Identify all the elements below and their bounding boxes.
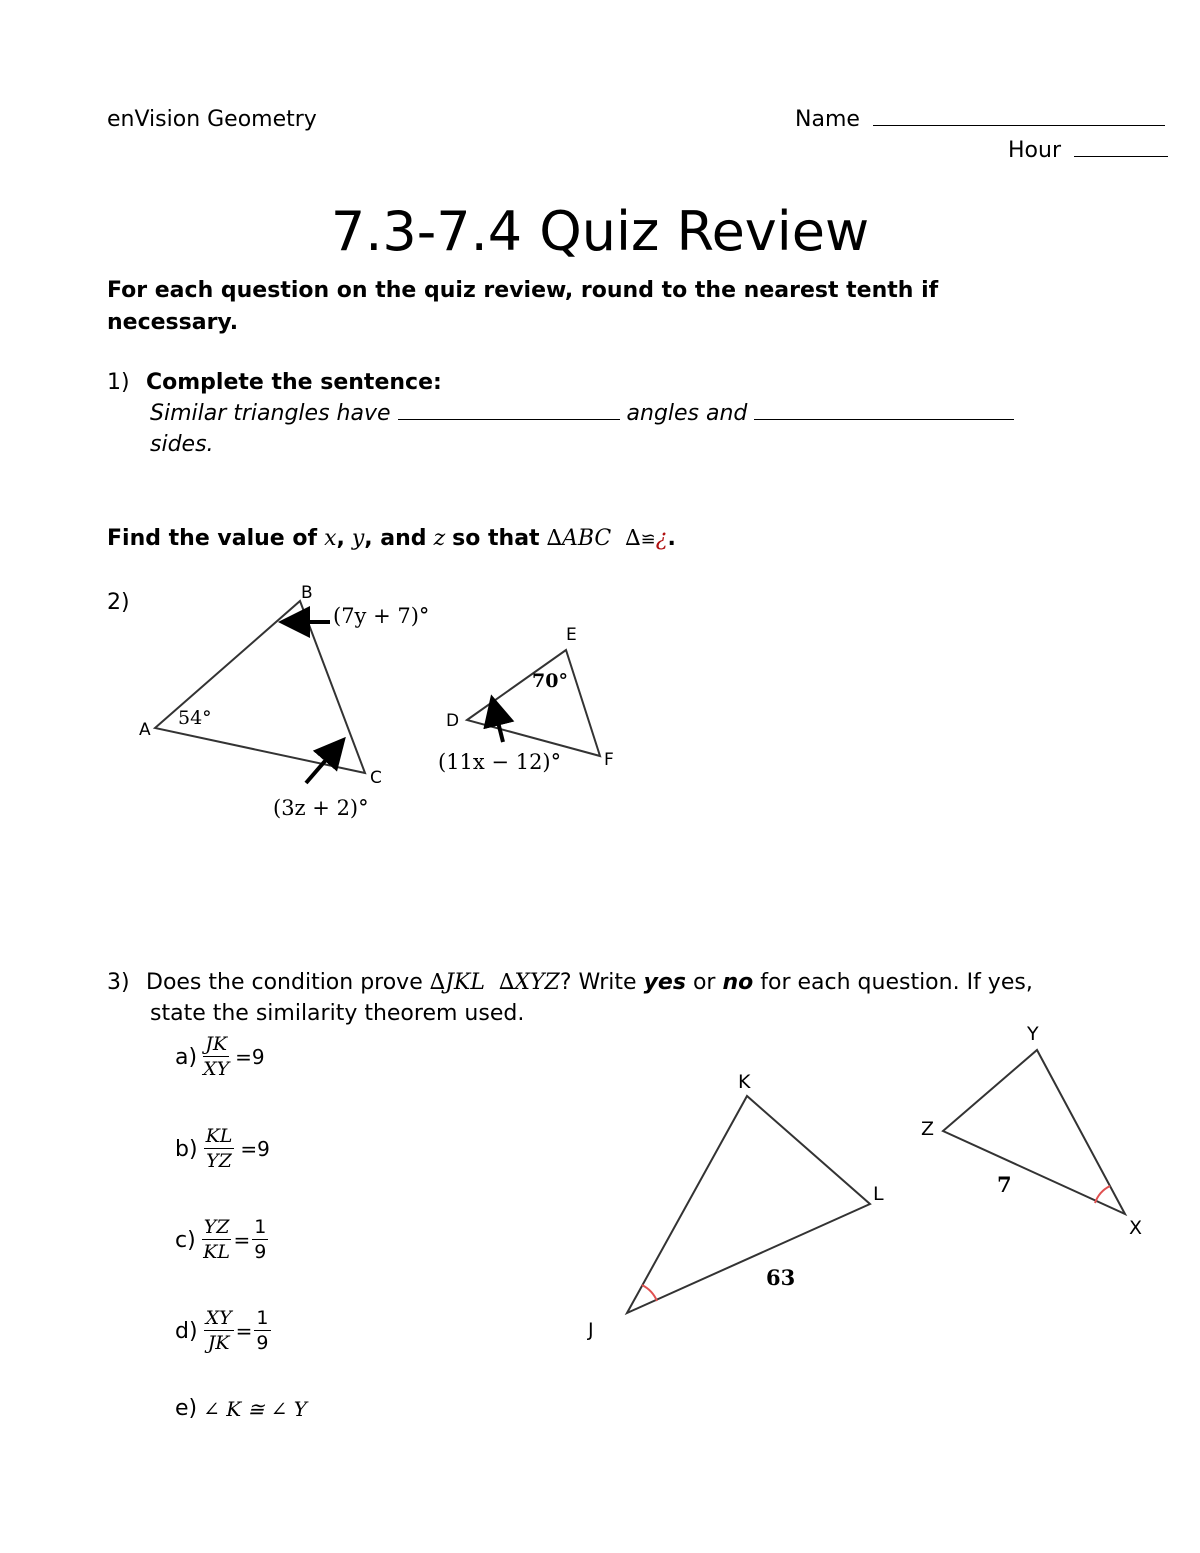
- angle-E-value: 70°: [532, 670, 568, 692]
- angle-A-value: 54°: [178, 707, 212, 729]
- q1-part3: sides.: [150, 432, 214, 457]
- angle-B-expression: (7y + 7)°: [333, 604, 430, 628]
- find-instruction: Find the value of x, y, and z so that ∆ABC ∆≌¿.: [107, 526, 676, 551]
- q3-part-a: a) $\frac{JK}{XY}$ =9: [175, 1033, 265, 1080]
- label-E: E: [566, 625, 577, 645]
- label-F: F: [604, 750, 614, 770]
- q1-prompt: Complete the sentence:: [146, 370, 442, 395]
- q3-prompt-line2: state the similarity theorem used.: [150, 1001, 525, 1026]
- fraction: $\frac{YZ}{KL}$: [203, 1216, 230, 1263]
- fraction-rhs: $\frac{1}{9}$: [254, 1216, 267, 1263]
- triangle-def: [467, 650, 600, 756]
- q1-part1: Similar triangles have: [150, 401, 391, 426]
- triangle-jkl: [627, 1096, 870, 1313]
- q3-part-b: b) $\frac{KL}{YZ}$ =9: [175, 1125, 270, 1172]
- label-J: J: [588, 1319, 594, 1341]
- arrow-angle-C: [306, 746, 338, 783]
- label-L: L: [873, 1183, 884, 1205]
- q3-prompt: Does the condition prove ∆JKL ∆XYZ? Write yes or no for each question. If yes,: [146, 970, 1033, 995]
- label-Y: Y: [1027, 1023, 1039, 1045]
- q3-part-c: c) $\frac{YZ}{KL}$ = $\frac{1}{9}$: [175, 1216, 267, 1263]
- instructions: For each question on the quiz review, round to the nearest tenth if necessary.: [107, 278, 939, 335]
- q1-number: 1): [107, 370, 130, 395]
- triangle-xyz: [943, 1050, 1125, 1214]
- fraction: $\frac{XY}{JK}$: [205, 1307, 232, 1354]
- name-label: Name: [795, 107, 860, 132]
- label-X: X: [1129, 1217, 1143, 1239]
- side-ZX-length: 7: [997, 1172, 1012, 1197]
- q2-number: 2): [107, 590, 130, 615]
- label-A: A: [139, 720, 151, 740]
- garbled-glyph: ≌: [640, 529, 656, 550]
- q3-part-d: d) $\frac{XY}{JK}$ = $\frac{1}{9}$: [175, 1307, 269, 1354]
- hour-label: Hour: [1008, 138, 1061, 163]
- fraction-rhs: $\frac{1}{9}$: [256, 1307, 269, 1354]
- label-B: B: [301, 583, 313, 603]
- fraction: $\frac{KL}{YZ}$: [205, 1125, 233, 1172]
- label-C: C: [370, 768, 382, 788]
- angle-C-expression: (3z + 2)°: [273, 796, 369, 820]
- fraction: $\frac{JK}{XY}$: [203, 1033, 230, 1080]
- label-K: K: [738, 1071, 751, 1093]
- side-JL-length: 63: [766, 1265, 796, 1290]
- q3-number: 3): [107, 970, 130, 995]
- label-D: D: [446, 711, 460, 731]
- arrow-angle-D: [494, 706, 503, 742]
- angle-D-expression: (11x − 12)°: [438, 750, 562, 774]
- angle-mark-J: [642, 1285, 657, 1301]
- label-Z: Z: [921, 1118, 935, 1140]
- page-title: 7.3-7.4 Quiz Review: [330, 200, 870, 263]
- q3-part-e: e) ∠ K ≅ ∠ Y: [175, 1396, 307, 1421]
- course-name: enVision Geometry: [107, 107, 317, 132]
- q1-part2: angles and: [626, 401, 748, 426]
